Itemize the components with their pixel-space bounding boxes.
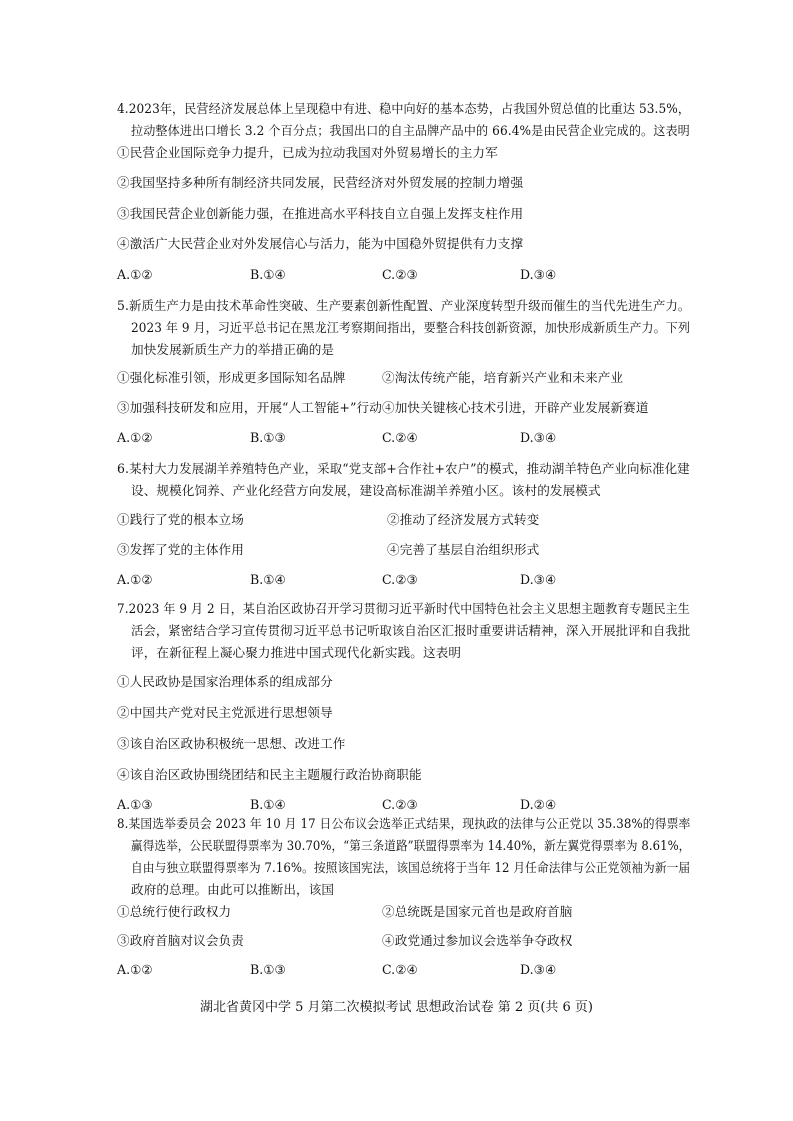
q7-stem-line-1: 7.2023 年 9 月 2 日，某自治区政协召开学习贯彻习近平新时代中国特色社会主义思想主题教育专题民主生 bbox=[117, 601, 690, 616]
q8-choice-a: A.①② bbox=[117, 962, 153, 977]
q8-stem-line-1: 8.某国选举委员会 2023 年 10 月 17 日公布议会选举正式结果，现执政的法律与公正党以 35.38%的得票率 bbox=[117, 816, 691, 831]
q7-item-3: ③该自治区政协积极统一思想、改进工作 bbox=[117, 736, 346, 751]
q8-item-1: ①总统行使行政权力 bbox=[117, 904, 232, 919]
q5-stem-line-1: 5.新质生产力是由技术革命性突破、生产要素创新性配置、产业深度转型升级而催生的当代先进生产力。 bbox=[117, 298, 691, 313]
q5-choice-d: D.③④ bbox=[520, 430, 557, 445]
q6-choice-c: C.②③ bbox=[382, 572, 418, 587]
q6-choice-b: B.①④ bbox=[250, 572, 286, 587]
q7-stem-line-3: 评，在新征程上凝心聚力推进中国式现代化新实践。这表明 bbox=[131, 645, 462, 660]
q6-item-2: ②推动了经济发展方式转变 bbox=[387, 512, 540, 527]
q5-choice-a: A.①② bbox=[117, 430, 153, 445]
q4-item-2: ②我国坚持多种所有制经济共同发展，民营经济对外贸发展的控制力增强 bbox=[117, 175, 524, 190]
q6-item-4: ④完善了基层自治组织形式 bbox=[387, 542, 540, 557]
q6-choice-a: A.①② bbox=[117, 572, 153, 587]
q8-stem-line-3: 自由与独立联盟得票率为 7.16%。按照该国宪法，该国总统将于当年 12 月任命法律与公正党领袖为新一届 bbox=[131, 860, 691, 875]
q6-item-3: ③发挥了党的主体作用 bbox=[117, 542, 244, 557]
q5-choice-b: B.①③ bbox=[250, 430, 286, 445]
q8-choice-c: C.②④ bbox=[382, 962, 418, 977]
q4-choice-c: C.②③ bbox=[382, 267, 418, 282]
q8-item-3: ③政府首脑对议会负责 bbox=[117, 933, 244, 948]
q8-choice-d: D.③④ bbox=[520, 962, 557, 977]
q7-choice-c: C.②③ bbox=[382, 797, 418, 812]
q4-stem-line-2: 拉动整体进出口增长 3.2 个百分点；我国出口的自主品牌产品中的 66.4%是由民营企业完成的。这表明 bbox=[131, 123, 690, 138]
q4-stem-line-1: 4.2023年，民营经济发展总体上呈现稳中有进、稳中向好的基本态势，占我国外贸总值的比重达 53.5%， bbox=[117, 101, 691, 116]
q7-choice-b: B.①④ bbox=[250, 797, 286, 812]
q8-item-4: ④政党通过参加议会选举争夺政权 bbox=[382, 933, 573, 948]
q8-choice-b: B.①③ bbox=[250, 962, 286, 977]
q4-choice-b: B.①④ bbox=[250, 267, 286, 282]
q6-choice-d: D.③④ bbox=[520, 572, 557, 587]
q7-item-2: ②中国共产党对民主党派进行思想领导 bbox=[117, 705, 333, 720]
q6-item-1: ①践行了党的根本立场 bbox=[117, 512, 244, 527]
q8-stem-line-4: 政府的总理。由此可以推断出，该国 bbox=[131, 882, 335, 897]
q8-stem-line-2: 赢得选举，公民联盟得票率为 30.70%，“第三条道路”联盟得票率为 14.40%，新左翼党得票率为 8.61%， bbox=[131, 838, 691, 853]
q8-item-2: ②总统既是国家元首也是政府首脑 bbox=[382, 904, 573, 919]
q4-item-1: ①民营企业国际竞争力提升，已成为拉动我国对外贸易增长的主力军 bbox=[117, 145, 498, 160]
q5-stem-line-3: 加快发展新质生产力的举措正确的是 bbox=[131, 342, 335, 357]
q7-stem-line-2: 活会，紧密结合学习宣传贯彻习近平总书记听取该自治区汇报时重要讲话精神，深入开展批评和自我批 bbox=[131, 623, 691, 638]
q5-item-3: ③加强科技研发和应用，开展“人工智能+”行动 bbox=[117, 400, 382, 415]
q5-item-4: ④加快关键核心技术引进，开辟产业发展新赛道 bbox=[382, 400, 649, 415]
q6-stem-line-1: 6.某村大力发展湖羊养殖特色产业，采取“党支部+合作社+农户”的模式，推动湖羊特色产业向标准化建 bbox=[117, 461, 690, 476]
q4-choice-d: D.③④ bbox=[520, 267, 557, 282]
q7-choice-d: D.②④ bbox=[520, 797, 557, 812]
q7-item-1: ①人民政协是国家治理体系的组成部分 bbox=[117, 674, 333, 689]
q7-item-4: ④该自治区政协围绕团结和民主主题履行政治协商职能 bbox=[117, 767, 422, 782]
q7-choice-a: A.①③ bbox=[117, 797, 153, 812]
q4-choice-a: A.①② bbox=[117, 267, 153, 282]
q6-stem-line-2: 设、规模化饲养、产业化经营方向发展，建设高标准湖羊养殖小区。该村的发展模式 bbox=[131, 483, 601, 498]
q5-choice-c: C.②④ bbox=[382, 430, 418, 445]
q4-item-3: ③我国民营企业创新能力强，在推进高水平科技自立自强上发挥支柱作用 bbox=[117, 206, 524, 221]
q4-item-4: ④激活广大民营企业对外发展信心与活力，能为中国稳外贸提供有力支撑 bbox=[117, 236, 524, 251]
q5-item-2: ②淘汰传统产能，培育新兴产业和未来产业 bbox=[382, 370, 624, 385]
q5-item-1: ①强化标准引领，形成更多国际知名品牌 bbox=[117, 370, 346, 385]
q5-stem-line-2: 2023 年 9 月，习近平总书记在黑龙江考察期间指出，要整合科技创新资源，加快形成新质生产力。下列 bbox=[131, 320, 691, 335]
page-footer: 湖北省黄冈中学 5 月第二次模拟考试 思想政治试卷 第 2 页(共 6 页) bbox=[199, 1000, 593, 1015]
